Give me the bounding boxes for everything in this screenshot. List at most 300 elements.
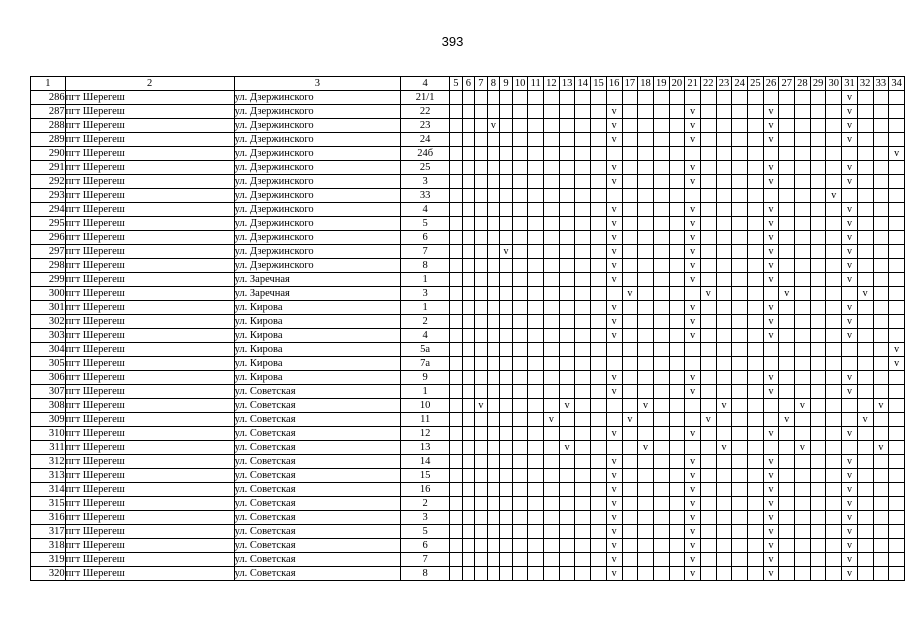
schedule-cell	[748, 441, 764, 455]
schedule-cell	[826, 287, 842, 301]
schedule-cell	[716, 385, 732, 399]
schedule-cell	[826, 231, 842, 245]
schedule-cell	[763, 91, 779, 105]
row-house: 2	[401, 497, 450, 511]
schedule-cell	[638, 287, 654, 301]
schedule-cell	[559, 357, 575, 371]
schedule-cell	[575, 413, 591, 427]
schedule-cell	[462, 427, 475, 441]
schedule-cell	[779, 105, 795, 119]
row-house: 7	[401, 245, 450, 259]
schedule-cell	[748, 161, 764, 175]
row-street: ул. Советская	[234, 399, 401, 413]
schedule-cell	[716, 91, 732, 105]
schedule-cell	[487, 427, 500, 441]
schedule-cell	[500, 105, 513, 119]
schedule-cell	[889, 413, 905, 427]
row-street: ул. Дзержинского	[234, 175, 401, 189]
column-header: 19	[653, 77, 669, 91]
schedule-mark: v	[685, 371, 701, 385]
schedule-cell	[638, 385, 654, 399]
schedule-cell	[544, 161, 560, 175]
schedule-cell	[462, 231, 475, 245]
schedule-cell	[450, 231, 463, 245]
schedule-cell	[716, 497, 732, 511]
schedule-cell	[669, 315, 685, 329]
schedule-cell	[512, 371, 528, 385]
row-street: ул. Дзержинского	[234, 161, 401, 175]
table-body	[31, 91, 905, 581]
row-number: 303	[31, 329, 66, 343]
schedule-mark: v	[685, 567, 701, 581]
schedule-cell	[512, 511, 528, 525]
schedule-cell	[795, 385, 811, 399]
schedule-mark: v	[842, 231, 858, 245]
schedule-cell	[500, 427, 513, 441]
schedule-cell	[487, 245, 500, 259]
schedule-cell	[544, 245, 560, 259]
schedule-cell	[622, 91, 638, 105]
column-header: 23	[716, 77, 732, 91]
schedule-mark: v	[606, 259, 622, 273]
row-house: 4	[401, 203, 450, 217]
schedule-cell	[842, 147, 858, 161]
schedule-cell	[512, 343, 528, 357]
schedule-mark: v	[763, 245, 779, 259]
schedule-mark: v	[842, 133, 858, 147]
schedule-cell	[559, 427, 575, 441]
row-place: пгт Шерегеш	[65, 105, 234, 119]
schedule-cell	[512, 525, 528, 539]
schedule-cell	[500, 315, 513, 329]
schedule-cell	[462, 161, 475, 175]
table-row	[31, 315, 905, 329]
row-house: 3	[401, 511, 450, 525]
schedule-cell	[700, 91, 716, 105]
schedule-cell	[857, 147, 873, 161]
schedule-cell	[528, 399, 544, 413]
schedule-cell	[732, 119, 748, 133]
schedule-mark: v	[842, 161, 858, 175]
schedule-cell	[487, 539, 500, 553]
schedule-cell	[763, 413, 779, 427]
schedule-cell	[842, 343, 858, 357]
schedule-mark: v	[685, 539, 701, 553]
schedule-cell	[732, 497, 748, 511]
schedule-mark: v	[763, 315, 779, 329]
row-house: 33	[401, 189, 450, 203]
schedule-cell	[873, 287, 889, 301]
schedule-cell	[638, 497, 654, 511]
schedule-mark: v	[795, 399, 811, 413]
row-street: ул. Советская	[234, 553, 401, 567]
schedule-cell	[591, 287, 607, 301]
schedule-cell	[763, 399, 779, 413]
schedule-cell	[450, 91, 463, 105]
schedule-cell	[487, 315, 500, 329]
schedule-cell	[732, 105, 748, 119]
schedule-cell	[475, 273, 488, 287]
row-place: пгт Шерегеш	[65, 385, 234, 399]
schedule-cell	[857, 567, 873, 581]
row-house: 25	[401, 161, 450, 175]
schedule-cell	[857, 189, 873, 203]
schedule-cell	[462, 469, 475, 483]
schedule-cell	[450, 399, 463, 413]
schedule-cell	[462, 413, 475, 427]
row-place: пгт Шерегеш	[65, 553, 234, 567]
schedule-cell	[622, 259, 638, 273]
schedule-cell	[622, 357, 638, 371]
schedule-cell	[685, 399, 701, 413]
schedule-mark: v	[606, 567, 622, 581]
column-header: 26	[763, 77, 779, 91]
schedule-cell	[857, 301, 873, 315]
schedule-cell	[763, 343, 779, 357]
schedule-cell	[653, 343, 669, 357]
schedule-cell	[653, 399, 669, 413]
schedule-mark: v	[842, 105, 858, 119]
table-row	[31, 161, 905, 175]
schedule-cell	[653, 413, 669, 427]
schedule-mark: v	[606, 119, 622, 133]
schedule-cell	[810, 427, 826, 441]
schedule-cell	[700, 273, 716, 287]
row-street: ул. Советская	[234, 427, 401, 441]
schedule-cell	[653, 161, 669, 175]
schedule-mark: v	[842, 567, 858, 581]
schedule-cell	[857, 175, 873, 189]
schedule-mark: v	[685, 301, 701, 315]
row-house: 11	[401, 413, 450, 427]
schedule-cell	[857, 553, 873, 567]
schedule-cell	[500, 133, 513, 147]
schedule-mark: v	[763, 259, 779, 273]
schedule-cell	[528, 287, 544, 301]
schedule-cell	[748, 427, 764, 441]
schedule-cell	[795, 315, 811, 329]
row-street: ул. Кирова	[234, 329, 401, 343]
schedule-cell	[826, 343, 842, 357]
schedule-cell	[685, 357, 701, 371]
schedule-cell	[528, 91, 544, 105]
schedule-cell	[653, 133, 669, 147]
column-header: 11	[528, 77, 544, 91]
column-header: 9	[500, 77, 513, 91]
schedule-cell	[873, 161, 889, 175]
schedule-cell	[810, 133, 826, 147]
schedule-cell	[450, 357, 463, 371]
table-row	[31, 567, 905, 581]
schedule-cell	[873, 413, 889, 427]
schedule-cell	[748, 455, 764, 469]
schedule-cell	[462, 441, 475, 455]
schedule-cell	[544, 217, 560, 231]
schedule-cell	[487, 273, 500, 287]
schedule-cell	[591, 497, 607, 511]
schedule-cell	[826, 483, 842, 497]
table-row	[31, 399, 905, 413]
schedule-cell	[559, 525, 575, 539]
schedule-cell	[653, 385, 669, 399]
schedule-cell	[857, 105, 873, 119]
schedule-cell	[638, 147, 654, 161]
schedule-cell	[700, 553, 716, 567]
schedule-cell	[606, 399, 622, 413]
table-row	[31, 147, 905, 161]
schedule-cell	[700, 133, 716, 147]
schedule-cell	[748, 105, 764, 119]
schedule-cell	[889, 441, 905, 455]
column-header: 34	[889, 77, 905, 91]
schedule-cell	[544, 273, 560, 287]
schedule-cell	[669, 371, 685, 385]
schedule-mark: v	[606, 105, 622, 119]
schedule-cell	[795, 105, 811, 119]
schedule-cell	[669, 455, 685, 469]
schedule-cell	[544, 119, 560, 133]
schedule-mark: v	[889, 147, 905, 161]
schedule-cell	[500, 231, 513, 245]
schedule-cell	[810, 147, 826, 161]
schedule-cell	[779, 301, 795, 315]
schedule-cell	[826, 455, 842, 469]
schedule-mark: v	[763, 203, 779, 217]
schedule-cell	[889, 245, 905, 259]
schedule-cell	[544, 497, 560, 511]
schedule-cell	[748, 329, 764, 343]
schedule-cell	[779, 133, 795, 147]
schedule-cell	[559, 161, 575, 175]
schedule-cell	[889, 329, 905, 343]
schedule-cell	[826, 203, 842, 217]
schedule-cell	[700, 511, 716, 525]
schedule-cell	[779, 315, 795, 329]
schedule-cell	[779, 245, 795, 259]
schedule-cell	[810, 161, 826, 175]
schedule-cell	[795, 427, 811, 441]
schedule-cell	[700, 231, 716, 245]
schedule-cell	[826, 175, 842, 189]
schedule-cell	[748, 497, 764, 511]
schedule-cell	[857, 245, 873, 259]
schedule-cell	[700, 567, 716, 581]
schedule-cell	[653, 287, 669, 301]
schedule-cell	[512, 231, 528, 245]
schedule-cell	[475, 539, 488, 553]
schedule-cell	[512, 413, 528, 427]
page-number: 393	[441, 34, 464, 49]
schedule-cell	[779, 273, 795, 287]
schedule-cell	[873, 511, 889, 525]
schedule-cell	[826, 553, 842, 567]
row-house: 3	[401, 175, 450, 189]
schedule-cell	[512, 91, 528, 105]
schedule-cell	[559, 203, 575, 217]
table-row	[31, 287, 905, 301]
schedule-cell	[450, 455, 463, 469]
schedule-cell	[889, 511, 905, 525]
row-house: 2	[401, 315, 450, 329]
schedule-cell	[732, 91, 748, 105]
column-header: 33	[873, 77, 889, 91]
schedule-mark: v	[606, 133, 622, 147]
row-house: 21/1	[401, 91, 450, 105]
schedule-cell	[528, 539, 544, 553]
schedule-cell	[795, 189, 811, 203]
schedule-cell	[889, 399, 905, 413]
schedule-cell	[528, 427, 544, 441]
schedule-cell	[512, 427, 528, 441]
schedule-cell	[462, 119, 475, 133]
schedule-cell	[638, 231, 654, 245]
row-house: 7	[401, 553, 450, 567]
schedule-cell	[487, 259, 500, 273]
schedule-cell	[716, 413, 732, 427]
schedule-cell	[622, 133, 638, 147]
schedule-cell	[826, 301, 842, 315]
schedule-cell	[732, 287, 748, 301]
row-place: пгт Шерегеш	[65, 567, 234, 581]
schedule-cell	[716, 175, 732, 189]
schedule-cell	[810, 413, 826, 427]
row-house: 8	[401, 259, 450, 273]
schedule-cell	[873, 231, 889, 245]
row-house: 15	[401, 469, 450, 483]
schedule-mark: v	[606, 427, 622, 441]
schedule-mark: v	[842, 539, 858, 553]
schedule-cell	[763, 147, 779, 161]
schedule-cell	[810, 91, 826, 105]
schedule-cell	[487, 343, 500, 357]
schedule-cell	[606, 287, 622, 301]
schedule-cell	[450, 133, 463, 147]
schedule-cell	[450, 469, 463, 483]
schedule-cell	[889, 525, 905, 539]
schedule-cell	[810, 203, 826, 217]
schedule-cell	[857, 371, 873, 385]
schedule-cell	[873, 497, 889, 511]
schedule-cell	[810, 455, 826, 469]
schedule-cell	[716, 427, 732, 441]
schedule-mark: v	[606, 301, 622, 315]
schedule-cell	[487, 357, 500, 371]
schedule-mark: v	[763, 217, 779, 231]
schedule-cell	[559, 343, 575, 357]
schedule-mark: v	[763, 231, 779, 245]
schedule-cell	[487, 105, 500, 119]
row-place: пгт Шерегеш	[65, 217, 234, 231]
row-place: пгт Шерегеш	[65, 413, 234, 427]
schedule-cell	[795, 161, 811, 175]
schedule-cell	[512, 259, 528, 273]
schedule-cell	[487, 175, 500, 189]
column-header: 4	[401, 77, 450, 91]
schedule-cell	[462, 525, 475, 539]
schedule-cell	[889, 539, 905, 553]
schedule-cell	[795, 273, 811, 287]
schedule-cell	[512, 455, 528, 469]
schedule-cell	[559, 371, 575, 385]
schedule-cell	[500, 217, 513, 231]
schedule-cell	[889, 315, 905, 329]
schedule-cell	[622, 175, 638, 189]
schedule-cell	[559, 259, 575, 273]
schedule-cell	[462, 105, 475, 119]
schedule-cell	[857, 399, 873, 413]
schedule-cell	[462, 357, 475, 371]
schedule-cell	[528, 245, 544, 259]
schedule-cell	[622, 161, 638, 175]
schedule-mark: v	[606, 469, 622, 483]
row-number: 313	[31, 469, 66, 483]
schedule-cell	[559, 119, 575, 133]
row-street: ул. Кирова	[234, 301, 401, 315]
column-header: 6	[462, 77, 475, 91]
schedule-cell	[475, 441, 488, 455]
schedule-cell	[512, 469, 528, 483]
schedule-cell	[528, 371, 544, 385]
schedule-cell	[575, 553, 591, 567]
schedule-cell	[544, 525, 560, 539]
schedule-table	[30, 76, 905, 581]
schedule-cell	[810, 105, 826, 119]
row-street: ул. Дзержинского	[234, 105, 401, 119]
row-house: 12	[401, 427, 450, 441]
schedule-mark: v	[606, 385, 622, 399]
schedule-cell	[873, 147, 889, 161]
schedule-cell	[591, 161, 607, 175]
schedule-mark: v	[685, 203, 701, 217]
schedule-cell	[622, 539, 638, 553]
schedule-mark: v	[842, 511, 858, 525]
schedule-cell	[500, 525, 513, 539]
schedule-cell	[638, 525, 654, 539]
row-number: 289	[31, 133, 66, 147]
schedule-cell	[462, 343, 475, 357]
schedule-cell	[622, 455, 638, 469]
schedule-cell	[700, 455, 716, 469]
schedule-cell	[591, 91, 607, 105]
schedule-cell	[559, 315, 575, 329]
schedule-cell	[638, 273, 654, 287]
schedule-cell	[669, 343, 685, 357]
schedule-cell	[500, 553, 513, 567]
schedule-cell	[575, 371, 591, 385]
schedule-mark: v	[716, 441, 732, 455]
schedule-cell	[500, 497, 513, 511]
schedule-cell	[810, 343, 826, 357]
schedule-cell	[716, 567, 732, 581]
schedule-cell	[748, 91, 764, 105]
schedule-cell	[450, 511, 463, 525]
schedule-cell	[779, 329, 795, 343]
schedule-cell	[826, 91, 842, 105]
schedule-cell	[500, 119, 513, 133]
schedule-cell	[512, 539, 528, 553]
schedule-cell	[638, 161, 654, 175]
schedule-cell	[559, 567, 575, 581]
schedule-cell	[575, 189, 591, 203]
schedule-mark: v	[763, 427, 779, 441]
schedule-cell	[826, 217, 842, 231]
schedule-cell	[500, 357, 513, 371]
schedule-mark: v	[763, 175, 779, 189]
row-place: пгт Шерегеш	[65, 525, 234, 539]
schedule-cell	[500, 567, 513, 581]
schedule-cell	[528, 203, 544, 217]
schedule-cell	[622, 231, 638, 245]
